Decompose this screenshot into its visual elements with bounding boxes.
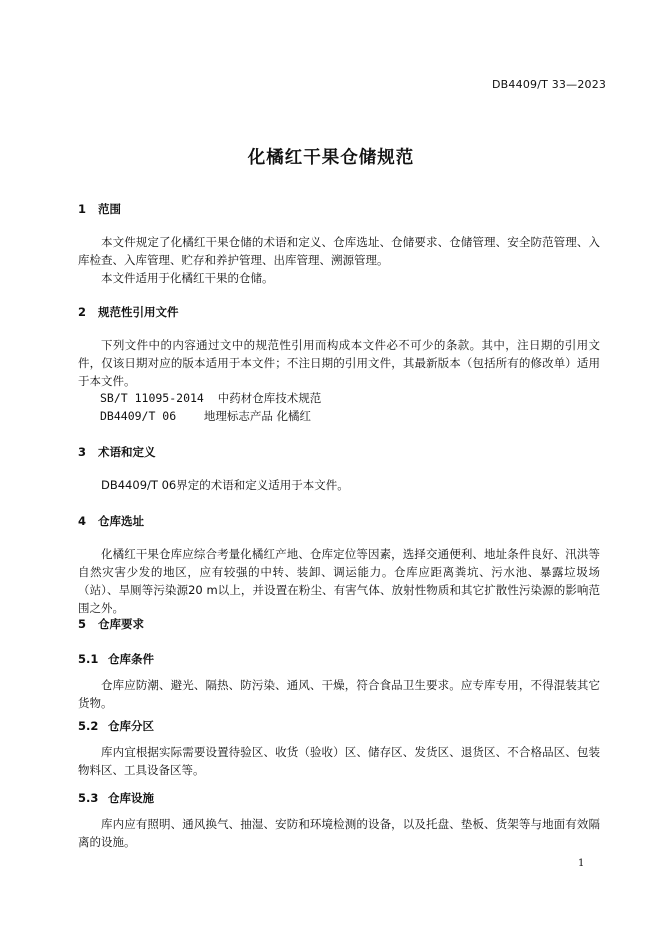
subsection-title: 仓库设施 bbox=[108, 791, 154, 805]
section-4-heading bbox=[78, 513, 144, 529]
subsection-number: 5.1 bbox=[78, 652, 99, 666]
section-title: 范围 bbox=[98, 202, 121, 216]
section-title: 规范性引用文件 bbox=[98, 305, 179, 319]
section-4-paragraph-1: 化橘红干果仓库应综合考量化橘红产地、仓库定位等因素，选择交通便利、地址条件良好、汛洪等自然灾害少发的地区，应有较强的中转、装卸、调运能力。仓库应距离粪坑、污水池、暴露垃圾场（站）、旱厕等污染源20 m以上，并设置在粉尘、有害气体、放射性物质和其它扩散性污染源的影响范围之外。 bbox=[78, 547, 600, 615]
subsection-title: 仓库分区 bbox=[108, 719, 154, 733]
section-number: 3 bbox=[78, 445, 87, 459]
reference-title: 中药材仓库技术规范 bbox=[217, 391, 322, 405]
section-3-paragraph-1: DB4409/T 06界定的术语和定义适用于本文件。 bbox=[101, 478, 349, 492]
standard-number: DB4409/T 33—2023 bbox=[492, 78, 607, 91]
section-title: 仓库要求 bbox=[98, 617, 144, 631]
section-1-paragraph-1: 本文件规定了化橘红干果仓储的术语和定义、仓库选址、仓储要求、仓储管理、安全防范管理、入库检查、入库管理、贮存和养护管理、出库管理、溯源管理。 bbox=[78, 235, 600, 267]
page-number: 1 bbox=[578, 858, 585, 869]
section-number: 1 bbox=[78, 202, 87, 216]
section-5-heading bbox=[78, 616, 144, 632]
section-5-2-heading bbox=[78, 718, 154, 734]
section-2-paragraph-1: 下列文件中的内容通过文中的规范性引用而构成本文件必不可少的条款。其中，注日期的引用文件，仅该日期对应的版本适用于本文件；不注日期的引用文件，其最新版本（包括所有的修改单）适用于本文件。 bbox=[78, 338, 600, 388]
subsection-number: 5.2 bbox=[78, 719, 99, 733]
section-1-paragraph-2: 本文件适用于化橘红干果的仓储。 bbox=[101, 271, 274, 285]
section-number: 5 bbox=[78, 617, 87, 631]
section-5-1-heading bbox=[78, 651, 154, 667]
section-2-heading bbox=[78, 304, 179, 320]
normative-reference-2 bbox=[100, 408, 311, 424]
section-5-1-paragraph-1: 仓库应防潮、避光、隔热、防污染、通风、干燥，符合食品卫生要求。应专库专用，不得混装其它货物。 bbox=[78, 678, 600, 710]
section-1-heading bbox=[78, 201, 121, 217]
section-title: 仓库选址 bbox=[98, 514, 144, 528]
section-number: 4 bbox=[78, 514, 87, 528]
reference-code: DB4409/T 06 bbox=[100, 409, 177, 423]
section-5-2-paragraph-1: 库内宜根据实际需要设置待验区、收货（验收）区、储存区、发货区、退货区、不合格品区、包装物料区、工具设备区等。 bbox=[78, 745, 600, 777]
reference-code: SB/T 11095-2014 bbox=[100, 391, 204, 405]
section-5-3-heading bbox=[78, 790, 154, 806]
reference-title: 地理标志产品 化橘红 bbox=[203, 409, 312, 423]
section-number: 2 bbox=[78, 305, 87, 319]
section-title: 术语和定义 bbox=[98, 445, 156, 459]
section-5-3-paragraph-1: 库内应有照明、通风换气、抽湿、安防和环境检测的设备，以及托盘、垫板、货架等与地面有效隔离的设施。 bbox=[78, 817, 600, 849]
subsection-title: 仓库条件 bbox=[108, 652, 154, 666]
normative-reference-1 bbox=[100, 390, 321, 406]
section-3-heading bbox=[78, 444, 156, 460]
subsection-number: 5.3 bbox=[78, 791, 99, 805]
document-title: 化橘红干果仓储规范 bbox=[247, 148, 415, 168]
